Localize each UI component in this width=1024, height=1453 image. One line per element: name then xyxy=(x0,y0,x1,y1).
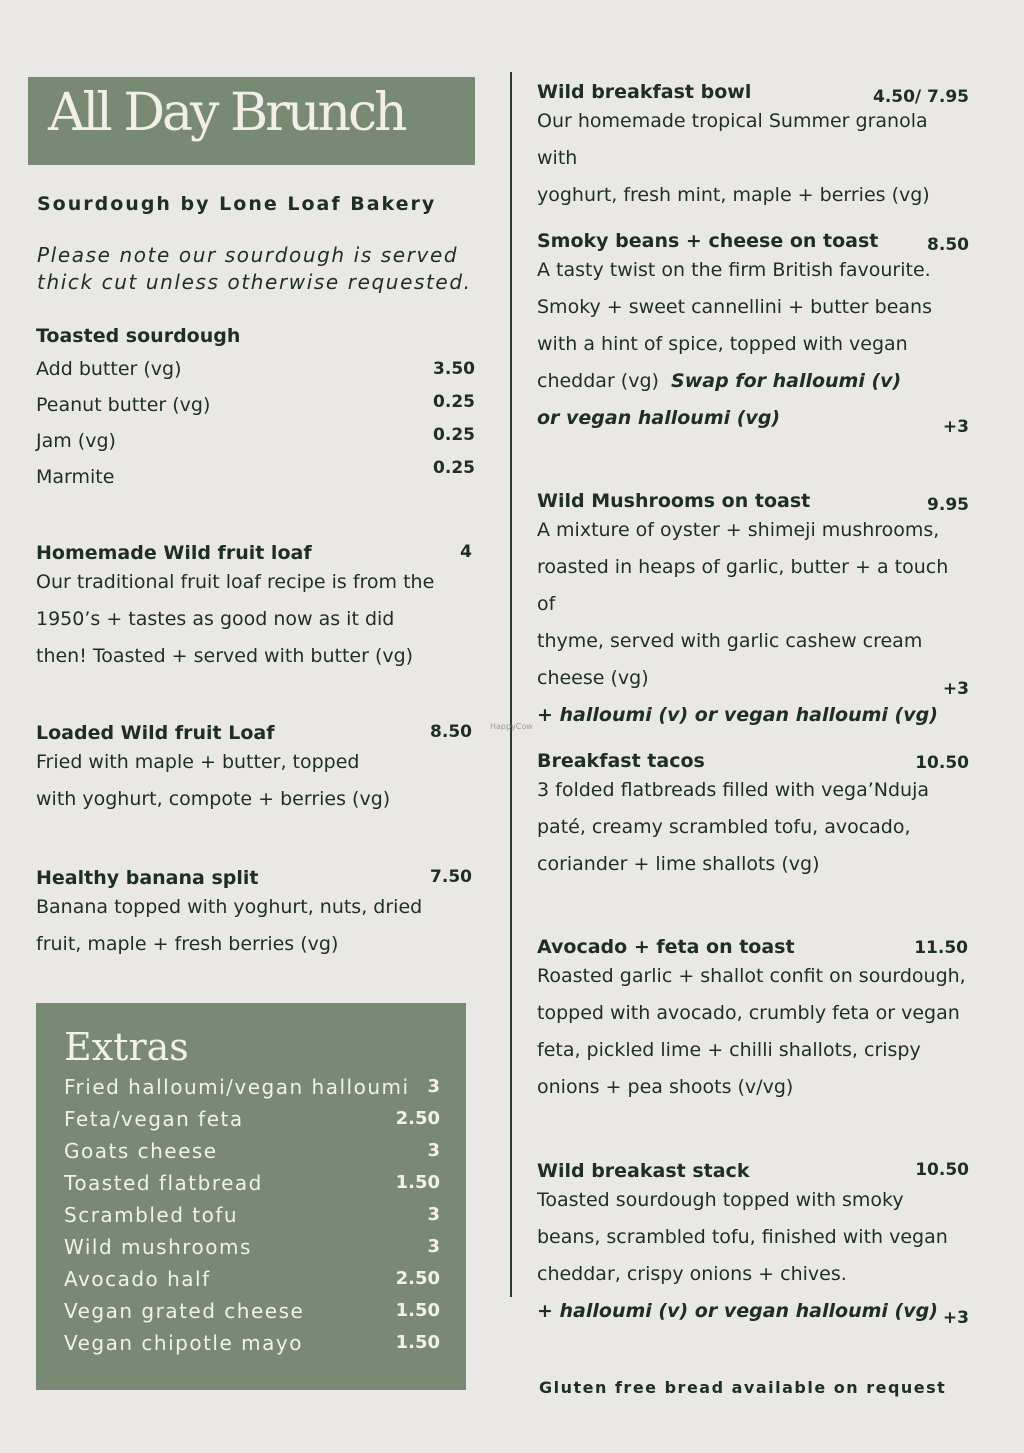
menu-title: All Day Brunch xyxy=(48,83,405,143)
extra-name: Feta/vegan feta xyxy=(64,1107,244,1131)
extra-name: Fried halloumi/vegan halloumi xyxy=(64,1075,410,1099)
addon-option: + halloumi (v) or vegan halloumi (vg) xyxy=(537,1300,938,1322)
menu-item xyxy=(537,750,969,883)
desc-line: cheese (vg) xyxy=(537,667,649,689)
item-price: 4.50/ 7.95 xyxy=(872,87,969,107)
extra-name: Goats cheese xyxy=(64,1139,218,1163)
desc-line: with yoghurt, compote + berries (vg) xyxy=(36,788,391,810)
price-list xyxy=(433,353,475,485)
item-name: Wild breakast stack xyxy=(537,1160,750,1182)
extra-price: 3 xyxy=(427,1076,440,1097)
desc-line: Fried with maple + butter, topped xyxy=(36,751,360,773)
desc-line: beans, scrambled tofu, finished with vegan xyxy=(537,1226,948,1248)
extra-item xyxy=(64,1107,440,1131)
watermark: HappyCow xyxy=(490,722,533,731)
desc-line: then! Toasted + served with butter (vg) xyxy=(36,645,414,667)
item-price: 7.50 xyxy=(430,867,472,887)
desc-line: with a hint of spice, topped with vegan xyxy=(537,333,908,355)
extra-price: 3 xyxy=(427,1140,440,1161)
addon-option: + halloumi (v) or vegan halloumi (vg) xyxy=(537,704,938,726)
swap-option: Swap for halloumi (v) xyxy=(671,370,902,392)
desc-line: Smoky + sweet cannellini + butter beans xyxy=(537,296,932,318)
menu-item xyxy=(537,81,969,214)
extra-price: 2.50 xyxy=(395,1268,440,1289)
desc-line: thyme, served with garlic cashew cream xyxy=(537,630,923,652)
extra-price: 1.50 xyxy=(395,1332,440,1353)
desc-line: cheddar (vg) xyxy=(537,370,659,392)
extra-item xyxy=(64,1075,440,1099)
extra-price: +3 xyxy=(942,417,969,437)
extra-item xyxy=(64,1139,440,1163)
item-price: 11.50 xyxy=(914,938,968,958)
extra-name: Avocado half xyxy=(64,1267,211,1291)
desc-line: Toasted sourdough topped with smoky xyxy=(537,1189,904,1211)
extra-item xyxy=(64,1299,440,1323)
price: 3.50 xyxy=(433,359,475,379)
note-line: Please note our sourdough is served xyxy=(37,243,459,267)
menu-item xyxy=(537,490,969,734)
note-line: thick cut unless otherwise requested. xyxy=(37,270,472,294)
extra-price: 3 xyxy=(427,1236,440,1257)
option: Jam (vg) xyxy=(36,430,116,452)
extra-price: 1.50 xyxy=(395,1172,440,1193)
desc-line: cheddar, crispy onions + chives. xyxy=(537,1263,847,1285)
desc-line: Our traditional fruit loaf recipe is from the xyxy=(36,571,435,593)
menu-item xyxy=(537,1160,969,1330)
extra-price: +3 xyxy=(942,1308,969,1328)
option: Add butter (vg) xyxy=(36,358,182,380)
gluten-free-note: Gluten free bread available on request xyxy=(539,1378,947,1397)
desc-line: A mixture of oyster + shimeji mushrooms, xyxy=(537,519,940,541)
extra-price: 2.50 xyxy=(395,1108,440,1129)
extra-price: 3 xyxy=(427,1204,440,1225)
desc-line: coriander + lime shallots (vg) xyxy=(537,853,820,875)
desc-line: roasted in heaps of garlic, butter + a touch of xyxy=(537,556,949,615)
price: 0.25 xyxy=(433,392,475,412)
desc-line: 1950’s + tastes as good now as it did xyxy=(36,608,395,630)
item-name: Breakfast tacos xyxy=(537,750,705,772)
item-name: Homemade Wild fruit loaf xyxy=(36,542,312,564)
option: Marmite xyxy=(36,466,115,488)
option: Peanut butter (vg) xyxy=(36,394,211,416)
extra-name: Wild mushrooms xyxy=(64,1235,252,1259)
extra-price: 1.50 xyxy=(395,1300,440,1321)
desc-line: Roasted garlic + shallot confit on sourdough, xyxy=(537,965,966,987)
desc-line: onions + pea shoots (v/vg) xyxy=(537,1076,794,1098)
extras-box xyxy=(36,1003,466,1390)
item-name: Toasted sourdough xyxy=(36,325,241,347)
extra-name: Scrambled tofu xyxy=(64,1203,239,1227)
swap-option: or vegan halloumi (vg) xyxy=(537,407,781,429)
sourdough-note xyxy=(37,242,472,296)
menu-item xyxy=(36,542,472,675)
item-price: 8.50 xyxy=(430,722,472,742)
item-price: 9.95 xyxy=(927,495,969,515)
item-name: Loaded Wild fruit Loaf xyxy=(36,722,275,744)
extra-name: Vegan chipotle mayo xyxy=(64,1331,303,1355)
item-price: 10.50 xyxy=(915,753,969,773)
menu-item xyxy=(537,230,969,437)
column-divider xyxy=(510,72,512,1297)
desc-line: Banana topped with yoghurt, nuts, dried xyxy=(36,896,423,918)
desc-line: feta, pickled lime + chilli shallots, crispy xyxy=(537,1039,921,1061)
extra-item xyxy=(64,1171,440,1195)
menu-item xyxy=(36,867,472,963)
extra-item xyxy=(64,1203,440,1227)
desc-line: yoghurt, fresh mint, maple + berries (vg) xyxy=(537,184,930,206)
desc-line: topped with avocado, crumbly feta or vegan xyxy=(537,1002,960,1024)
desc-line: fruit, maple + fresh berries (vg) xyxy=(36,933,339,955)
price: 0.25 xyxy=(433,425,475,445)
item-name: Wild Mushrooms on toast xyxy=(537,490,811,512)
desc-line: paté, creamy scrambled tofu, avocado, xyxy=(537,816,911,838)
extra-item xyxy=(64,1267,440,1291)
menu-item-toasted-sourdough xyxy=(36,325,476,495)
item-price: 10.50 xyxy=(915,1160,969,1180)
item-name: Wild breakfast bowl xyxy=(537,81,752,103)
menu-item xyxy=(537,936,992,1106)
extra-item xyxy=(64,1235,440,1259)
title-banner xyxy=(28,77,475,165)
extra-item xyxy=(64,1331,440,1355)
item-price: 4 xyxy=(460,542,472,562)
extra-name: Toasted flatbread xyxy=(64,1171,263,1195)
bakery-heading: Sourdough by Lone Loaf Bakery xyxy=(37,193,437,215)
desc-line: 3 folded flatbreads filled with vega’Nduja xyxy=(537,779,929,801)
desc-line: A tasty twist on the firm British favourite. xyxy=(537,259,931,281)
item-name: Smoky beans + cheese on toast xyxy=(537,230,879,252)
menu-item xyxy=(36,722,472,818)
desc-line: Our homemade tropical Summer granola with xyxy=(537,110,928,169)
extras-title: Extras xyxy=(64,1025,189,1069)
extra-name: Vegan grated cheese xyxy=(64,1299,305,1323)
item-name: Avocado + feta on toast xyxy=(537,936,795,958)
item-name: Healthy banana split xyxy=(36,867,259,889)
extra-price: +3 xyxy=(942,679,969,699)
item-price: 8.50 xyxy=(927,235,969,255)
price: 0.25 xyxy=(433,458,475,478)
